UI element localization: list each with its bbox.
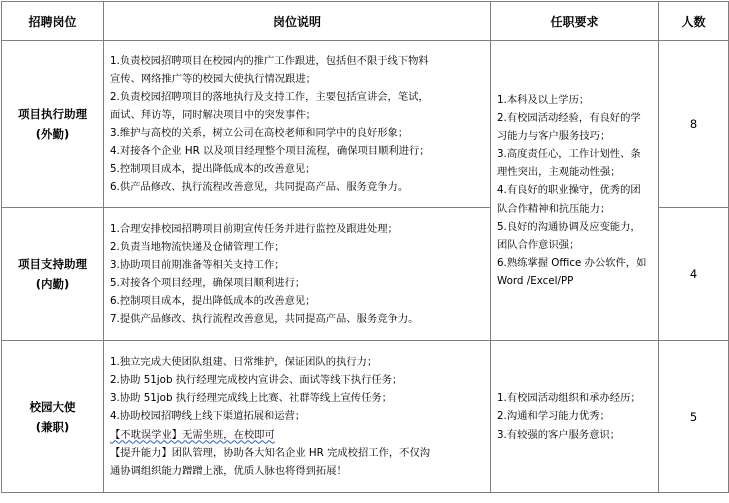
requirement-line: 5.良好的沟通协调及应变能力， xyxy=(497,220,641,233)
description-line: 2.负责当地物流快递及仓储管理工作； xyxy=(110,240,285,253)
description-line: 1.合理安排校园招聘项目前期宣传任务并进行监控及跟进处理； xyxy=(110,222,398,235)
requirement-line: 3.有较强的客户服务意识； xyxy=(497,428,621,441)
position-cell xyxy=(2,341,104,493)
description-line: 5.对接各个项目经理，确保项目顺利进行； xyxy=(110,277,306,289)
description-line: 【提升能力】团队管理，协助各大知名企业 HR 完成校招工作，不仅沟 xyxy=(110,446,431,459)
header-count: 人数 xyxy=(659,2,729,41)
requirement-line: 1.有校园活动组织和承办经历； xyxy=(497,392,641,405)
requirement-line: 理性突出，主观能动性强； xyxy=(497,166,621,179)
requirement-line: 团队合作意识强； xyxy=(497,238,580,251)
requirement-line: 1.本科及以上学历； xyxy=(497,93,590,106)
requirement-line: 习能力与客户服务技巧； xyxy=(497,130,611,143)
description-line: 3.协助 51job 执行经理完成线上比赛、社群等线上宣传任务； xyxy=(110,392,392,405)
description-line: 4.协助校园招聘线上线下渠道拓展和运营； xyxy=(110,410,306,423)
requirement-line: 6.熟练掌握 Office 办公软件，如 xyxy=(497,256,647,269)
count-cell: 5 xyxy=(659,341,729,493)
description-line: 2.负责校园招聘项目的落地执行及支持工作，主要包括宣讲会，笔试， xyxy=(110,90,429,103)
position-type: (兼职) xyxy=(35,419,70,434)
recruitment-table xyxy=(1,1,729,493)
description-line: 【不耽误学业】无需坐班，在校即可 xyxy=(110,428,275,441)
requirements-cell xyxy=(491,341,659,493)
table-row xyxy=(2,41,729,208)
position-type: (内勤) xyxy=(35,277,70,291)
header-description: 岗位说明 xyxy=(104,2,491,41)
requirement-line: 队合作精神和抗压能力； xyxy=(497,202,611,215)
description-line: 6.供产品修改、执行流程改善意见，共同提高产品、服务竞争力。 xyxy=(110,181,409,194)
description-line: 7.提供产品修改、执行流程改善意见，共同提高产品、服务竞争力。 xyxy=(110,313,419,326)
description-line: 面试、拜访等，同时解决项目中的突发事件； xyxy=(110,108,316,121)
description-cell xyxy=(104,41,491,208)
position-title: 项目执行助理 xyxy=(18,107,87,121)
table-row xyxy=(2,341,729,493)
header-requirements: 任职要求 xyxy=(491,2,659,41)
position-cell xyxy=(2,41,104,208)
header-position: 招聘岗位 xyxy=(2,2,104,41)
description-line: 6.控制项目成本，提出降低成本的改善意见； xyxy=(110,295,316,308)
requirement-line: Word /Excel/PP xyxy=(497,274,574,287)
description-cell xyxy=(104,208,491,341)
header-row xyxy=(2,2,729,41)
description-line: 3.协助项目前期准备等相关支持工作； xyxy=(110,258,285,271)
requirement-line: 3.高度责任心，工作计划性、条 xyxy=(497,148,641,161)
requirement-line: 2.沟通和学习能力优秀； xyxy=(497,410,610,423)
position-title: 校园大使 xyxy=(29,399,76,414)
description-line: 5.控制项目成本，提出降低成本的改善意见； xyxy=(110,163,316,176)
description-line: 1.负责校园招聘项目在校园内的推广工作跟进，包括但不限于线下物料 xyxy=(110,54,429,67)
description-line: 1.独立完成大使团队组建、日常维护，保证团队的执行力； xyxy=(110,356,378,369)
shared-requirements-cell xyxy=(491,41,659,341)
count-cell: 8 xyxy=(659,41,729,208)
description-line: 4.对接各个企业 HR 以及项目经理整个项目流程，确保项目顺利进行； xyxy=(110,145,430,158)
position-title: 项目支持助理 xyxy=(18,257,87,271)
position-cell xyxy=(2,208,104,341)
requirement-line: 2.有校园活动经验，有良好的学 xyxy=(497,112,641,125)
description-cell xyxy=(104,341,491,493)
description-line: 3.维护与高校的关系，树立公司在高校老师和同学中的良好形象； xyxy=(110,127,409,139)
description-line: 通协调组织能力蹭蹭上涨，优质人脉也将得到拓展！ xyxy=(110,464,347,477)
description-line: 2.协助 51job 执行经理完成校内宣讲会、面试等线下执行任务； xyxy=(110,374,403,387)
requirement-line: 4.有良好的职业操守，优秀的团 xyxy=(497,184,641,197)
position-type: (外勤) xyxy=(35,127,70,141)
count-cell: 4 xyxy=(659,208,729,341)
description-line: 宣传、网络推广等的校园大使执行情况跟进； xyxy=(110,72,316,85)
